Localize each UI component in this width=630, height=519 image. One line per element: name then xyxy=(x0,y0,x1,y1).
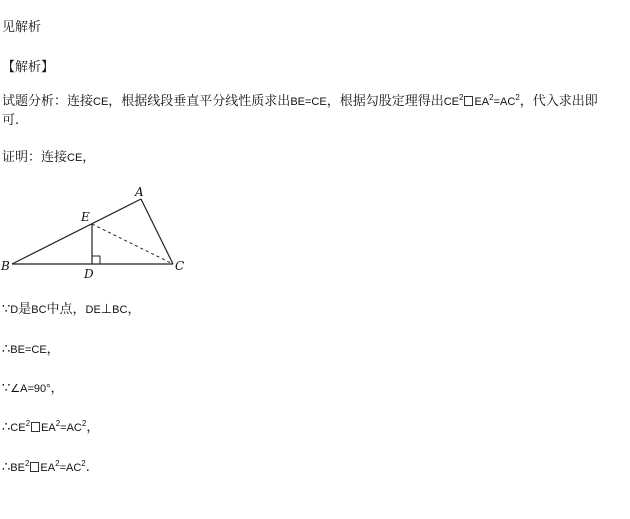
label-c: C xyxy=(175,259,185,273)
segment-ce: CE xyxy=(93,96,109,108)
label-b: B xyxy=(1,259,10,273)
triangle-figure xyxy=(0,182,200,282)
label-d: D xyxy=(84,267,94,281)
proof-intro: 证明：连接CE， xyxy=(2,150,96,165)
missing-glyph-box xyxy=(464,96,473,106)
analysis-text: 试题分析：连接 xyxy=(2,94,94,109)
proof-step-3: ∵∠A=90°， xyxy=(2,381,64,396)
analysis-text: ，根据线段垂直平分线性质求出 xyxy=(108,94,291,109)
segment-ce-dashed xyxy=(92,224,173,264)
analysis-text: ，根据勾股定理得出 xyxy=(326,94,444,109)
proof-step-5: $\therefore BE^2$ $EA^2=AC^2$. xyxy=(2,459,90,475)
label-a: A xyxy=(135,185,144,199)
label-e: E xyxy=(81,210,90,224)
analysis-line-1 xyxy=(2,94,598,110)
right-angle-marker xyxy=(92,256,100,264)
proof-step-1: ∵D是BC中点，DE⊥BC， xyxy=(2,302,141,317)
analysis-heading: 【解析】 xyxy=(2,60,55,75)
missing-glyph-box xyxy=(31,422,40,432)
analysis-line-2: 可. xyxy=(2,113,20,128)
proof-step-4: $\therefore CE^2$ $EA^2=AC^2$， xyxy=(2,419,100,435)
analysis-text: ，代入求出即 xyxy=(519,94,598,109)
segment-ac xyxy=(141,199,173,264)
proof-step-2: ∴BE=CE， xyxy=(2,342,60,357)
missing-glyph-box xyxy=(30,462,39,472)
answer-heading: 见解析 xyxy=(2,20,42,35)
equation-be-ce: BE=CE xyxy=(290,96,327,108)
equation-pythagoras: $CE^2$ $EA^2=AC^2$ xyxy=(443,93,520,108)
segment-ab xyxy=(12,199,141,264)
